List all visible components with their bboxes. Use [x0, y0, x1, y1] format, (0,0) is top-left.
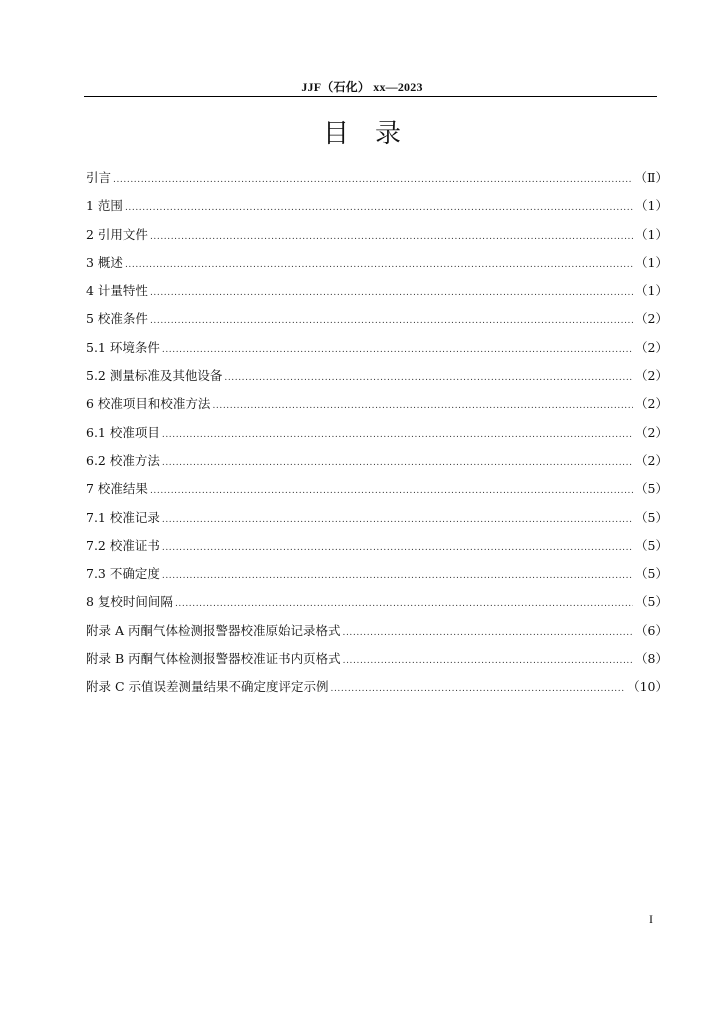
toc-entry-recalibration-interval[interactable]	[86, 592, 668, 620]
toc-entry-page: （10）	[627, 679, 668, 695]
toc-entry-page: （2）	[635, 396, 668, 412]
toc-entry-overview[interactable]	[86, 253, 668, 281]
toc-dot-leader	[162, 538, 633, 558]
toc-entry-page: （2）	[635, 368, 668, 384]
toc-dot-leader	[113, 170, 632, 190]
toc-entry-uncertainty[interactable]	[86, 564, 668, 592]
toc-entry-page: （Ⅱ）	[634, 170, 668, 185]
toc-entry-label: 5 校准条件	[86, 311, 148, 327]
toc-dot-leader	[125, 198, 633, 218]
toc-entry-label: 7.1 校准记录	[86, 509, 160, 525]
toc-entry-appendix-c[interactable]	[86, 677, 668, 705]
toc-dot-leader	[162, 566, 633, 586]
toc-entry-page: （2）	[635, 424, 668, 440]
toc-entry-references[interactable]	[86, 225, 668, 253]
toc-entry-environmental-conditions[interactable]	[86, 338, 668, 366]
header-divider	[84, 96, 657, 97]
toc-entry-label: 3 概述	[86, 254, 123, 270]
toc-entry-label: 5.2 测量标准及其他设备	[86, 368, 223, 384]
toc-entry-page: （5）	[635, 594, 668, 610]
toc-entry-label: 7.2 校准证书	[86, 537, 160, 553]
toc-entry-calibration-record[interactable]	[86, 508, 668, 536]
toc-dot-leader	[342, 623, 633, 643]
toc-entry-page: （5）	[635, 537, 668, 553]
toc-dot-leader	[150, 283, 633, 303]
toc-entry-label: 附录 C 示值误差测量结果不确定度评定示例	[86, 679, 329, 695]
toc-entry-label: 引言	[86, 170, 112, 185]
toc-entry-label: 7 校准结果	[86, 481, 148, 497]
toc-entry-page: （2）	[635, 452, 668, 468]
toc-entry-page: （5）	[635, 566, 668, 582]
toc-entry-measurement-standards[interactable]	[86, 366, 668, 394]
toc-entry-metrological-characteristics[interactable]	[86, 281, 668, 309]
toc-entry-label: 附录 B 丙酮气体检测报警器校准证书内页格式	[86, 651, 341, 667]
toc-entry-label: 6.1 校准项目	[86, 424, 160, 440]
toc-entry-page: （5）	[635, 481, 668, 497]
toc-entry-label: 附录 A 丙酮气体检测报警器校准原始记录格式	[86, 622, 341, 638]
toc-dot-leader	[150, 481, 633, 501]
toc-dot-leader	[224, 368, 633, 388]
toc-entry-page: （2）	[635, 311, 668, 327]
toc-entry-appendix-a[interactable]	[86, 621, 668, 649]
toc-dot-leader	[331, 679, 626, 699]
toc-entry-page: （5）	[635, 509, 668, 525]
toc-entry-label: 4 计量特性	[86, 283, 148, 299]
toc-entry-calibration-methods[interactable]	[86, 451, 668, 479]
toc-dot-leader	[125, 255, 633, 275]
page-number: I	[649, 912, 653, 926]
toc-dot-leader	[150, 227, 633, 247]
toc-entry-calibration-items-and-methods[interactable]	[86, 394, 668, 422]
toc-dot-leader	[150, 311, 633, 331]
toc-entry-appendix-b[interactable]	[86, 649, 668, 677]
toc-entry-calibration-results[interactable]	[86, 479, 668, 507]
toc-dot-leader	[162, 453, 633, 473]
toc-dot-leader	[162, 340, 633, 360]
toc-entry-label: 5.1 环境条件	[86, 339, 160, 355]
toc-dot-leader	[162, 425, 633, 445]
toc-entry-scope[interactable]	[86, 196, 668, 224]
toc-entry-label: 6.2 校准方法	[86, 452, 160, 468]
toc-entry-label: 1 范围	[86, 198, 123, 214]
toc-entry-label: 8 复校时间间隔	[86, 594, 173, 610]
toc-dot-leader	[162, 510, 633, 530]
toc-entry-label: 7.3 不确定度	[86, 566, 160, 582]
toc-entry-label: 6 校准项目和校准方法	[86, 396, 211, 412]
table-of-contents	[86, 168, 668, 706]
toc-entry-page: （1）	[635, 198, 668, 214]
toc-entry-page: （6）	[635, 622, 668, 638]
toc-title: 目 录	[322, 119, 401, 149]
toc-dot-leader	[175, 594, 633, 614]
document-code-header: JJF（石化） xx—2023	[301, 80, 423, 94]
toc-dot-leader	[212, 396, 633, 416]
toc-entry-page: （1）	[635, 226, 668, 242]
toc-entry-page: （1）	[635, 283, 668, 299]
toc-entry-calibration-conditions[interactable]	[86, 309, 668, 337]
toc-entry-introduction[interactable]	[86, 168, 668, 196]
toc-entry-label: 2 引用文件	[86, 226, 148, 242]
toc-entry-calibration-certificate[interactable]	[86, 536, 668, 564]
toc-entry-calibration-items[interactable]	[86, 423, 668, 451]
toc-entry-page: （1）	[635, 254, 668, 270]
toc-entry-page: （2）	[635, 339, 668, 355]
toc-entry-page: （8）	[635, 651, 668, 667]
toc-dot-leader	[343, 651, 633, 671]
